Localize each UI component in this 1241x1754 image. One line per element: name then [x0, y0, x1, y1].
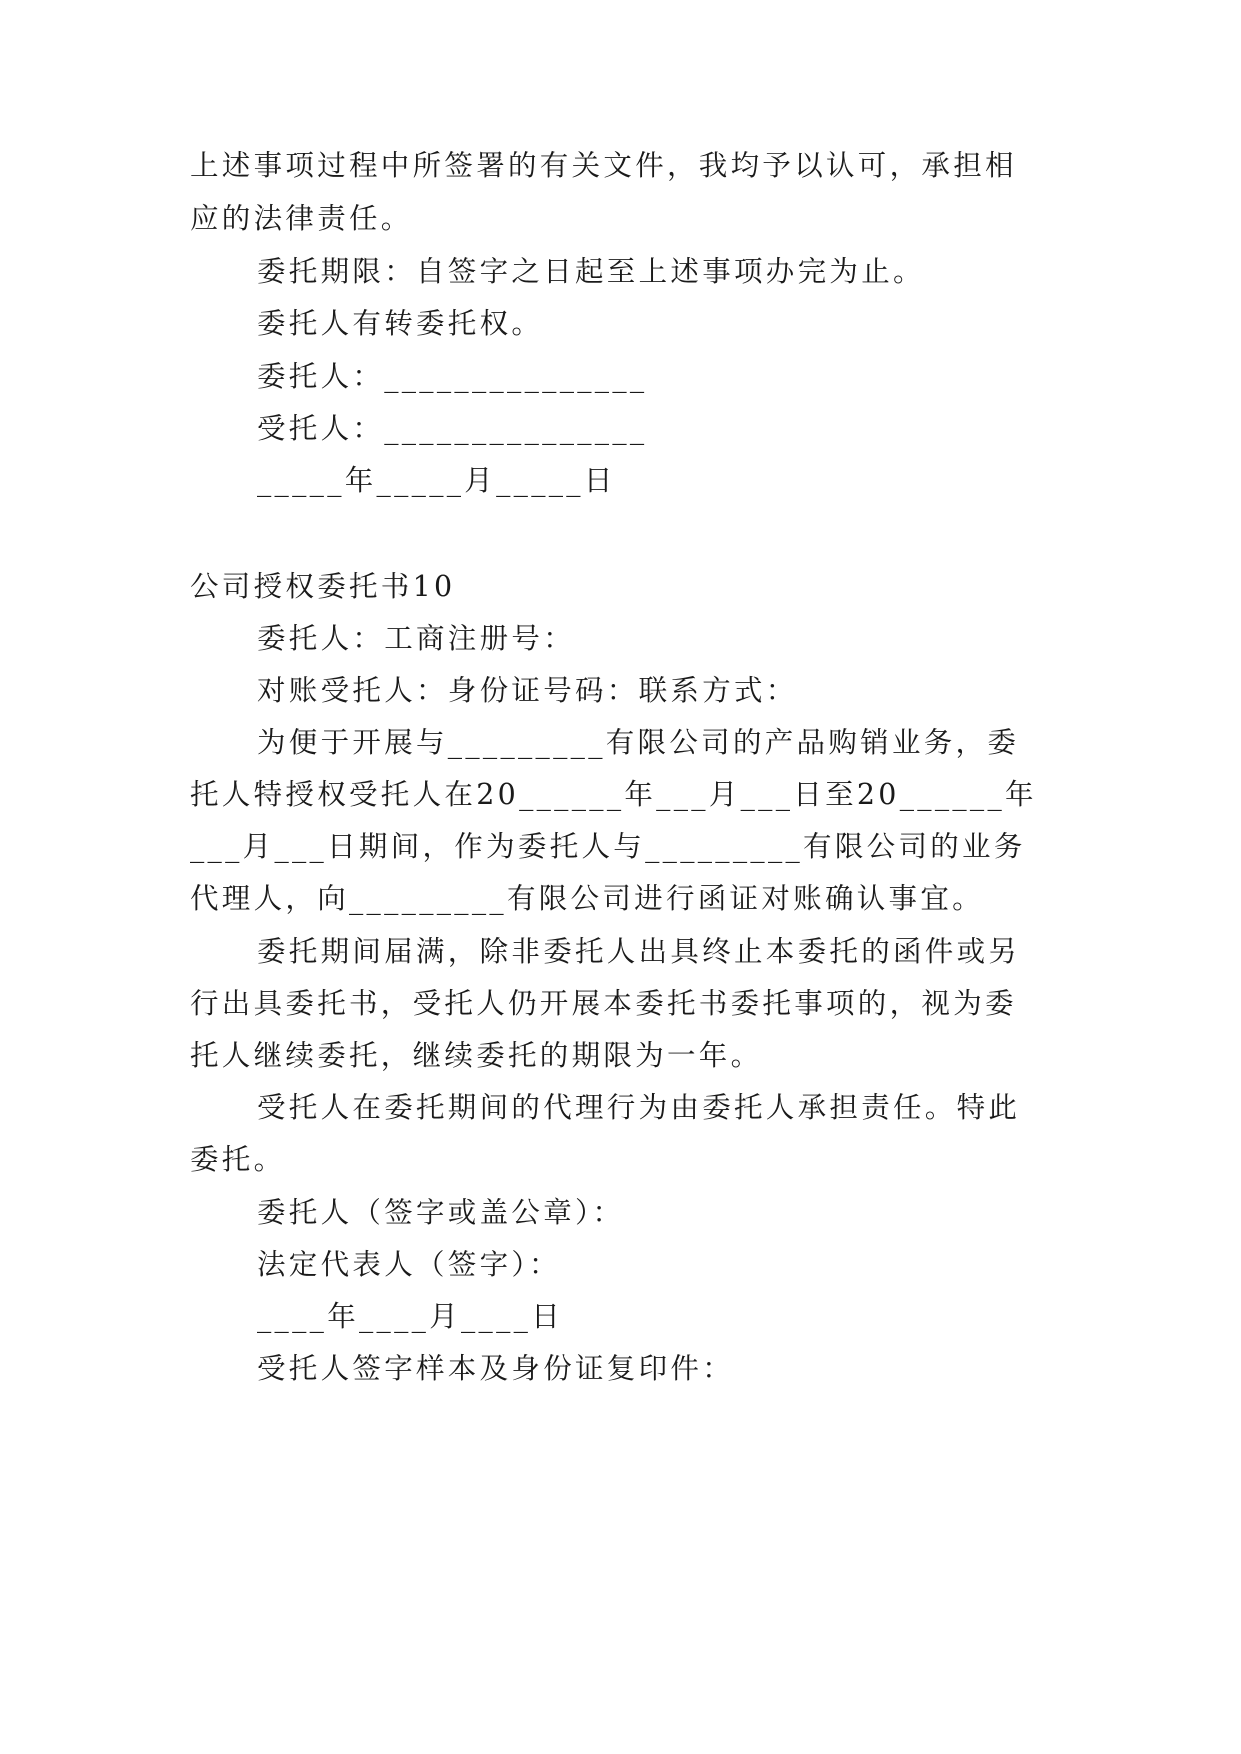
paragraph-line: 托人继续委托，继续委托的期限为一年。 [190, 1039, 763, 1072]
sub-delegation-right: 委托人有转委托权。 [257, 307, 544, 340]
principal-registration: 委托人：工商注册号： [257, 622, 576, 655]
paragraph-line: 受托人在委托期间的代理行为由委托人承担责任。特此 [257, 1091, 1021, 1124]
paragraph-line: 上述事项过程中所签署的有关文件，我均予以认可，承担相 [190, 149, 1017, 182]
paragraph-line: 委托期间届满，除非委托人出具终止本委托的函件或另 [257, 935, 1021, 968]
agent-info: 对账受托人：身份证号码：联系方式： [257, 674, 798, 707]
date-line: ____年____月____日 [257, 1300, 564, 1333]
principal-sign-field: 委托人（签字或盖公章）： [257, 1196, 625, 1229]
paragraph-line: 代理人，向_________有限公司进行函证对账确认事宜。 [190, 882, 984, 915]
principal-signature-line: 委托人：_______________ [257, 360, 648, 393]
paragraph-line: 托人特授权受托人在20______年___月___日至20______年 [190, 778, 1037, 811]
paragraph-line: 应的法律责任。 [190, 202, 413, 235]
paragraph-line: 委托。 [190, 1143, 286, 1176]
paragraph-line: 行出具委托书，受托人仍开展本委托书委托事项的，视为委 [190, 987, 1017, 1020]
agent-signature-line: 受托人：_______________ [257, 412, 648, 445]
signature-sample-label: 受托人签字样本及身份证复印件： [257, 1352, 735, 1385]
section-title: 公司授权委托书10 [190, 570, 456, 603]
paragraph-line: 为便于开展与_________有限公司的产品购销业务，委 [257, 726, 1020, 759]
date-line: _____年_____月_____日 [257, 464, 616, 497]
delegation-term: 委托期限：自签字之日起至上述事项办完为止。 [257, 255, 925, 288]
paragraph-line: ___月___日期间，作为委托人与_________有限公司的业务 [190, 830, 1026, 863]
legal-rep-sign-field: 法定代表人（签字）： [257, 1248, 561, 1281]
